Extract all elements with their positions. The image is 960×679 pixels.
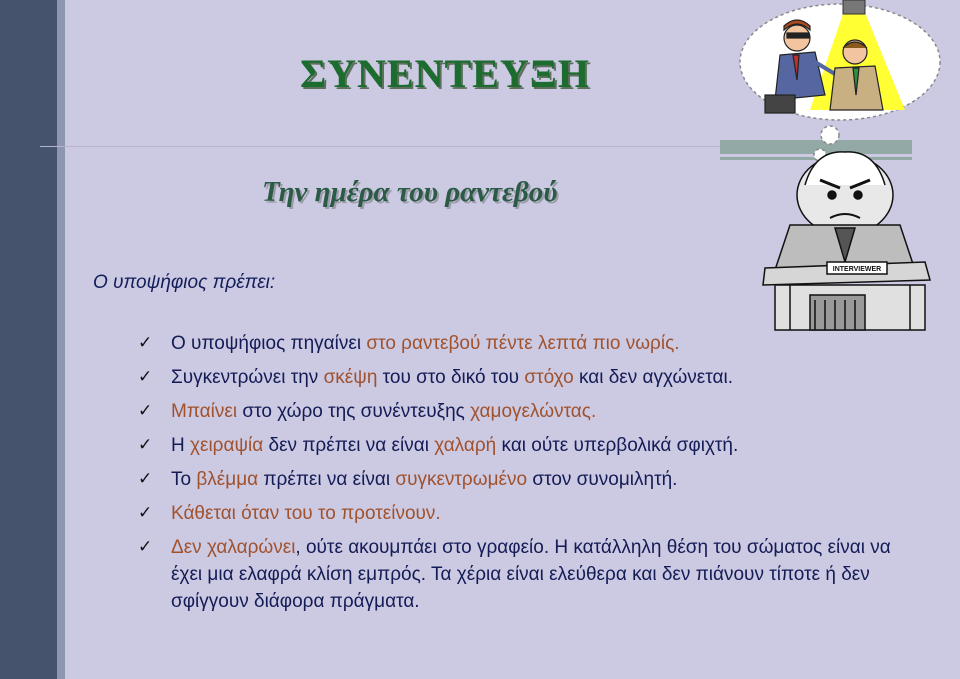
left-accent-bar <box>0 0 57 679</box>
list-item: ✓ Το βλέμμα πρέπει να είναι συγκεντρωμένο στον συνομιλητή. <box>138 466 913 493</box>
checkmark-icon: ✓ <box>138 435 153 455</box>
checkmark-icon: ✓ <box>138 333 153 353</box>
slide-title: ΣΥΝΕΝΤΕΥΞΗ <box>300 51 590 96</box>
checkmark-icon: ✓ <box>138 367 153 387</box>
desk-icon <box>763 262 930 330</box>
checkmark-icon: ✓ <box>138 537 153 557</box>
checkmark-icon: ✓ <box>138 469 153 489</box>
interview-clipart <box>735 0 955 340</box>
list-item: ✓ Συγκεντρώνει την σκέψη του στο δικό του στόχο και δεν αγχώνεται. <box>138 364 913 391</box>
checkmark-icon: ✓ <box>138 503 153 523</box>
list-item: ✓ Κάθεται όταν του το προτείνουν. <box>138 500 913 527</box>
list-item: ✓ Ο υποψήφιος πηγαίνει στο ραντεβού πέντε λεπτά πιο νωρίς. <box>138 330 913 357</box>
list-item: ✓ Η χειραψία δεν πρέπει να είναι χαλαρή και ούτε υπερβολικά σφιχτή. <box>138 432 913 459</box>
list-item: ✓ Δεν χαλαρώνει, ούτε ακουμπάει στο γραφείο. Η κατάλληλη θέση του σώματος είναι να έχει μια ελαφρά κλίση εμπρός. Τα χέρια είναι ελεύθερα και δεν πιάνουν τίποτε ή δεν σφίγγουν διάφορα πράγματα. <box>138 534 913 615</box>
list-item: ✓ Μπαίνει στο χώρο της συνέντευξης χαμογελώντας. <box>138 398 913 425</box>
checkmark-icon: ✓ <box>138 401 153 421</box>
left-accent-stripe <box>57 0 65 679</box>
intro-text: Ο υποψήφιος πρέπει: <box>93 272 276 293</box>
svg-text:INTERVIEWER: INTERVIEWER <box>832 266 882 273</box>
interviewer-figure <box>775 152 915 270</box>
title-divider <box>40 146 730 147</box>
bullet-list <box>138 330 913 622</box>
slide-subtitle: Την ημέρα του ραντεβού <box>262 176 558 208</box>
